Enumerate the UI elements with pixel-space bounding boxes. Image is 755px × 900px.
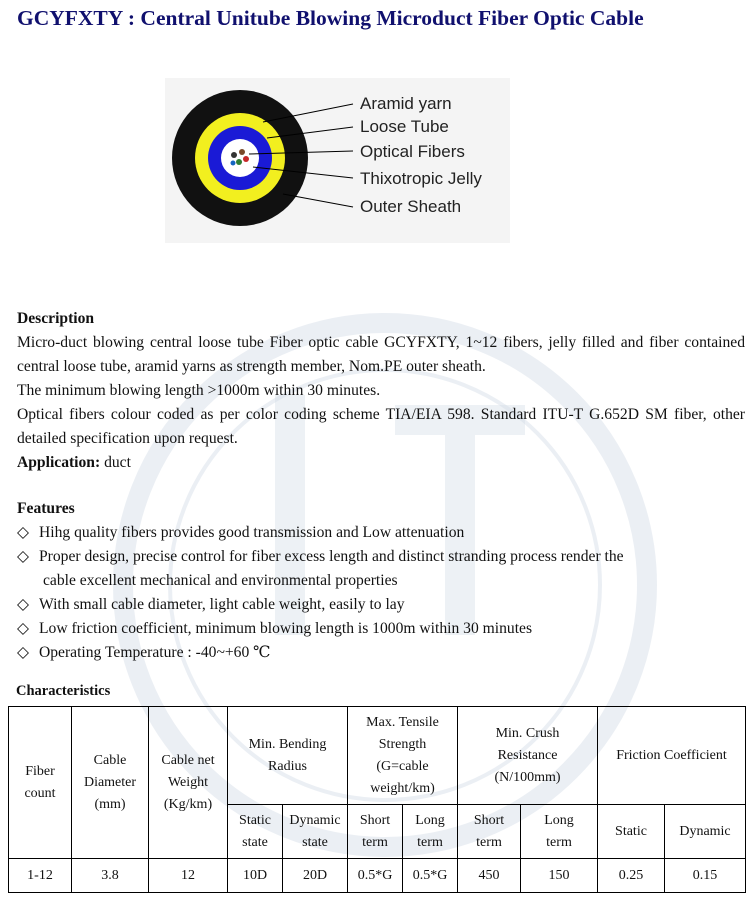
header-text: Dynamic — [679, 823, 731, 839]
table-row — [9, 859, 746, 893]
header-text: (mm) — [94, 796, 126, 812]
description-paragraph: Micro-duct blowing central loose tube Fiber optic cable GCYFXTY, 1~12 fibers, jelly filled and fiber contained central loose tube, aramid yarns as strength member, Nom.PE outer sheath. — [17, 334, 745, 375]
header-text: Short — [359, 812, 391, 828]
header-text: Friction Coefficient — [616, 747, 727, 763]
description-paragraph: The minimum blowing length >1000m within 30 minutes. — [17, 382, 381, 399]
characteristics-table — [8, 706, 746, 893]
header-text: count — [24, 785, 56, 801]
features-header: Features — [17, 500, 75, 517]
cell-friction-static: 0.25 — [598, 859, 665, 893]
header-cable-diameter — [72, 707, 149, 859]
feature-item — [17, 545, 745, 593]
feature-item — [17, 593, 745, 617]
diamond-bullet-icon: ◇ — [17, 524, 29, 541]
optical-fiber-dot — [231, 152, 237, 158]
description-header: Description — [17, 310, 95, 327]
characteristics-title: Characteristics — [16, 683, 111, 699]
diamond-bullet-icon: ◇ — [17, 620, 29, 637]
header-text: Min. Crush — [495, 725, 560, 741]
subheader-static-state — [228, 805, 283, 859]
cable-cross-section-svg — [165, 78, 510, 243]
description-paragraph: Optical fibers colour coded as per color coding scheme TIA/EIA 598. Standard ITU-T G.652D SM fiber, other detailed specification upon request. — [17, 406, 745, 447]
application-value: duct — [100, 454, 131, 471]
label-outer-sheath: Outer Sheath — [360, 197, 462, 216]
header-text: Strength — [378, 736, 427, 752]
header-text: term — [417, 834, 443, 850]
header-text: Long — [544, 812, 574, 828]
application-label: Application: — [17, 454, 101, 471]
label-thixotropic-jelly: Thixotropic Jelly — [360, 169, 482, 188]
subheader-tensile-long — [403, 805, 458, 859]
subheader-crush-short — [458, 805, 521, 859]
cable-cross-section-diagram — [165, 78, 510, 243]
cell-cable-diameter: 3.8 — [72, 859, 149, 893]
header-text: term — [546, 834, 572, 850]
feature-text: Low friction coefficient, minimum blowing length is 1000m within 30 minutes — [39, 620, 533, 637]
optical-fiber-dot — [231, 161, 236, 166]
header-text: Diameter — [83, 774, 137, 790]
optical-fiber-dot — [243, 156, 249, 162]
optical-fiber-dot — [239, 149, 245, 155]
header-fiber-count — [9, 707, 72, 859]
page-title: GCYFXTY : Central Unitube Blowing Microduct Fiber Optic Cable — [17, 6, 644, 30]
header-text: (N/100mm) — [494, 769, 561, 785]
label-optical-fibers: Optical Fibers — [360, 142, 465, 161]
header-text: (G=cable — [376, 758, 429, 774]
header-text: (Kg/km) — [163, 796, 213, 812]
subheader-crush-long — [521, 805, 598, 859]
header-crush-resistance — [458, 707, 598, 805]
label-loose-tube: Loose Tube — [360, 117, 449, 136]
header-text: state — [302, 834, 328, 850]
table-header-row — [9, 707, 746, 805]
subheader-dynamic-state — [283, 805, 348, 859]
header-cable-weight — [149, 707, 228, 859]
header-text: Short — [473, 812, 505, 828]
feature-item — [17, 617, 745, 641]
diamond-bullet-icon: ◇ — [17, 596, 29, 613]
header-text: term — [476, 834, 502, 850]
feature-text: Operating Temperature : -40~+60 ℃ — [39, 644, 271, 661]
header-text: Radius — [268, 758, 307, 774]
cell-cable-weight: 12 — [149, 859, 228, 893]
cell-crush-short: 450 — [458, 859, 521, 893]
optical-fiber-dot — [236, 159, 242, 165]
cell-fiber-count: 1-12 — [9, 859, 72, 893]
application-line — [17, 451, 745, 475]
feature-text: With small cable diameter, light cable weight, easily to lay — [39, 596, 405, 613]
subheader-friction-static — [598, 805, 665, 859]
header-text: Weight — [167, 774, 209, 790]
feature-text: cable excellent mechanical and environmental properties — [43, 572, 398, 589]
header-text: Max. Tensile — [366, 714, 439, 730]
cell-bend-static: 10D — [228, 859, 283, 893]
header-text: Cable net — [161, 752, 215, 768]
header-text: state — [242, 834, 268, 850]
diamond-bullet-icon: ◇ — [17, 548, 29, 565]
header-text: Dynamic — [289, 812, 341, 828]
cell-crush-long: 150 — [521, 859, 598, 893]
label-aramid-yarn: Aramid yarn — [360, 94, 452, 113]
header-friction-coefficient — [598, 707, 746, 805]
cell-tensile-short: 0.5*G — [348, 859, 403, 893]
header-bending-radius — [228, 707, 348, 805]
feature-text: Hihg quality fibers provides good transmission and Low attenuation — [39, 524, 465, 541]
features-section — [17, 497, 745, 665]
header-text: Cable — [93, 752, 127, 768]
cell-bend-dynamic: 20D — [283, 859, 348, 893]
feature-item — [17, 641, 745, 665]
description-section — [17, 307, 745, 475]
header-text: Long — [415, 812, 445, 828]
header-text: term — [362, 834, 388, 850]
diamond-bullet-icon: ◇ — [17, 644, 29, 661]
thixotropic-jelly-core — [221, 139, 259, 177]
subheader-tensile-short — [348, 805, 403, 859]
header-tensile-strength — [348, 707, 458, 805]
cell-friction-dynamic: 0.15 — [665, 859, 746, 893]
header-text: Resistance — [497, 747, 558, 763]
header-text: Min. Bending — [248, 736, 327, 752]
feature-item — [17, 521, 745, 545]
feature-text: Proper design, precise control for fiber excess length and distinct stranding process render the — [39, 548, 624, 565]
cell-tensile-long: 0.5*G — [403, 859, 458, 893]
header-text: Static — [615, 823, 647, 839]
header-text: weight/km) — [370, 780, 435, 796]
subheader-friction-dynamic — [665, 805, 746, 859]
header-text: Fiber — [25, 763, 55, 779]
header-text: Static — [239, 812, 271, 828]
